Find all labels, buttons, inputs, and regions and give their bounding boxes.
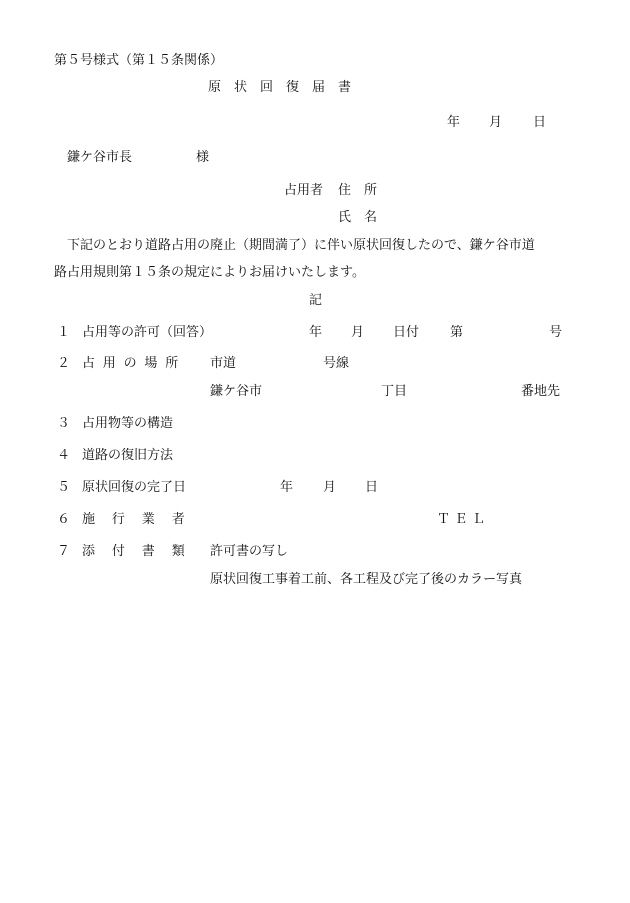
body-line-2: 路占用規則第１５条の規定によりお届けいたします。 (54, 265, 365, 280)
item-6-number: ６ (57, 512, 71, 527)
item-7-attachment-2: 原状回復工事着工前、各工程及び完了後のカラー写真 (210, 572, 523, 587)
body-line-1: 下記のとおり道路占用の廃止（期間満了）に伴い原状回復したので、鎌ケ谷市道 (67, 238, 535, 253)
item-1-month: 月 (351, 325, 365, 340)
item-2-label: 占用の場所 (82, 356, 187, 371)
item-5-year: 年 (280, 480, 294, 495)
item-2-chome: 丁目 (381, 384, 408, 399)
item-1-number: １ (57, 325, 71, 340)
applicant-label: 占用者 (284, 183, 324, 198)
item-6-tel: ＴＥＬ (437, 512, 490, 527)
form-number: 第５号様式（第１５条関係） (54, 53, 224, 68)
item-5-label: 原状回復の完了日 (82, 480, 187, 495)
item-1-year: 年 (309, 325, 323, 340)
item-2-number: ２ (57, 356, 71, 371)
item-3-number: ３ (57, 416, 71, 431)
addressee-honorific: 様 (196, 150, 210, 165)
item-2-city: 鎌ケ谷市 (210, 384, 263, 399)
item-4-label: 道路の復旧方法 (82, 448, 174, 463)
item-2-shidou: 市道 (210, 356, 237, 371)
item-7-number: ７ (57, 544, 71, 559)
item-1-go: 号 (549, 325, 563, 340)
item-4-number: ４ (57, 448, 71, 463)
item-5-month: 月 (323, 480, 337, 495)
item-3-label: 占用物等の構造 (82, 416, 174, 431)
addressee-name: 鎌ケ谷市長 (67, 150, 133, 165)
item-1-day: 日付 (393, 325, 420, 340)
ki-heading: 記 (309, 293, 323, 308)
item-2-banchi: 番地先 (521, 384, 561, 399)
item-1-label: 占用等の許可（回答） (82, 325, 213, 340)
item-7-attachment-1: 許可書の写し (210, 544, 289, 559)
applicant-address-label: 住 所 (338, 183, 378, 198)
document-title: 原 状 回 復 届 書 (208, 80, 352, 95)
item-6-label: 施行業者 (82, 512, 202, 527)
date-year-label: 年 (447, 115, 461, 130)
item-5-day: 日 (365, 480, 379, 495)
item-1-dai: 第 (450, 325, 464, 340)
item-2-gosen: 号線 (323, 356, 350, 371)
date-month-label: 月 (489, 115, 503, 130)
applicant-name-label: 氏 名 (338, 210, 378, 225)
item-5-number: ５ (57, 480, 71, 495)
item-7-label: 添付書類 (82, 544, 202, 559)
date-day-label: 日 (533, 115, 547, 130)
